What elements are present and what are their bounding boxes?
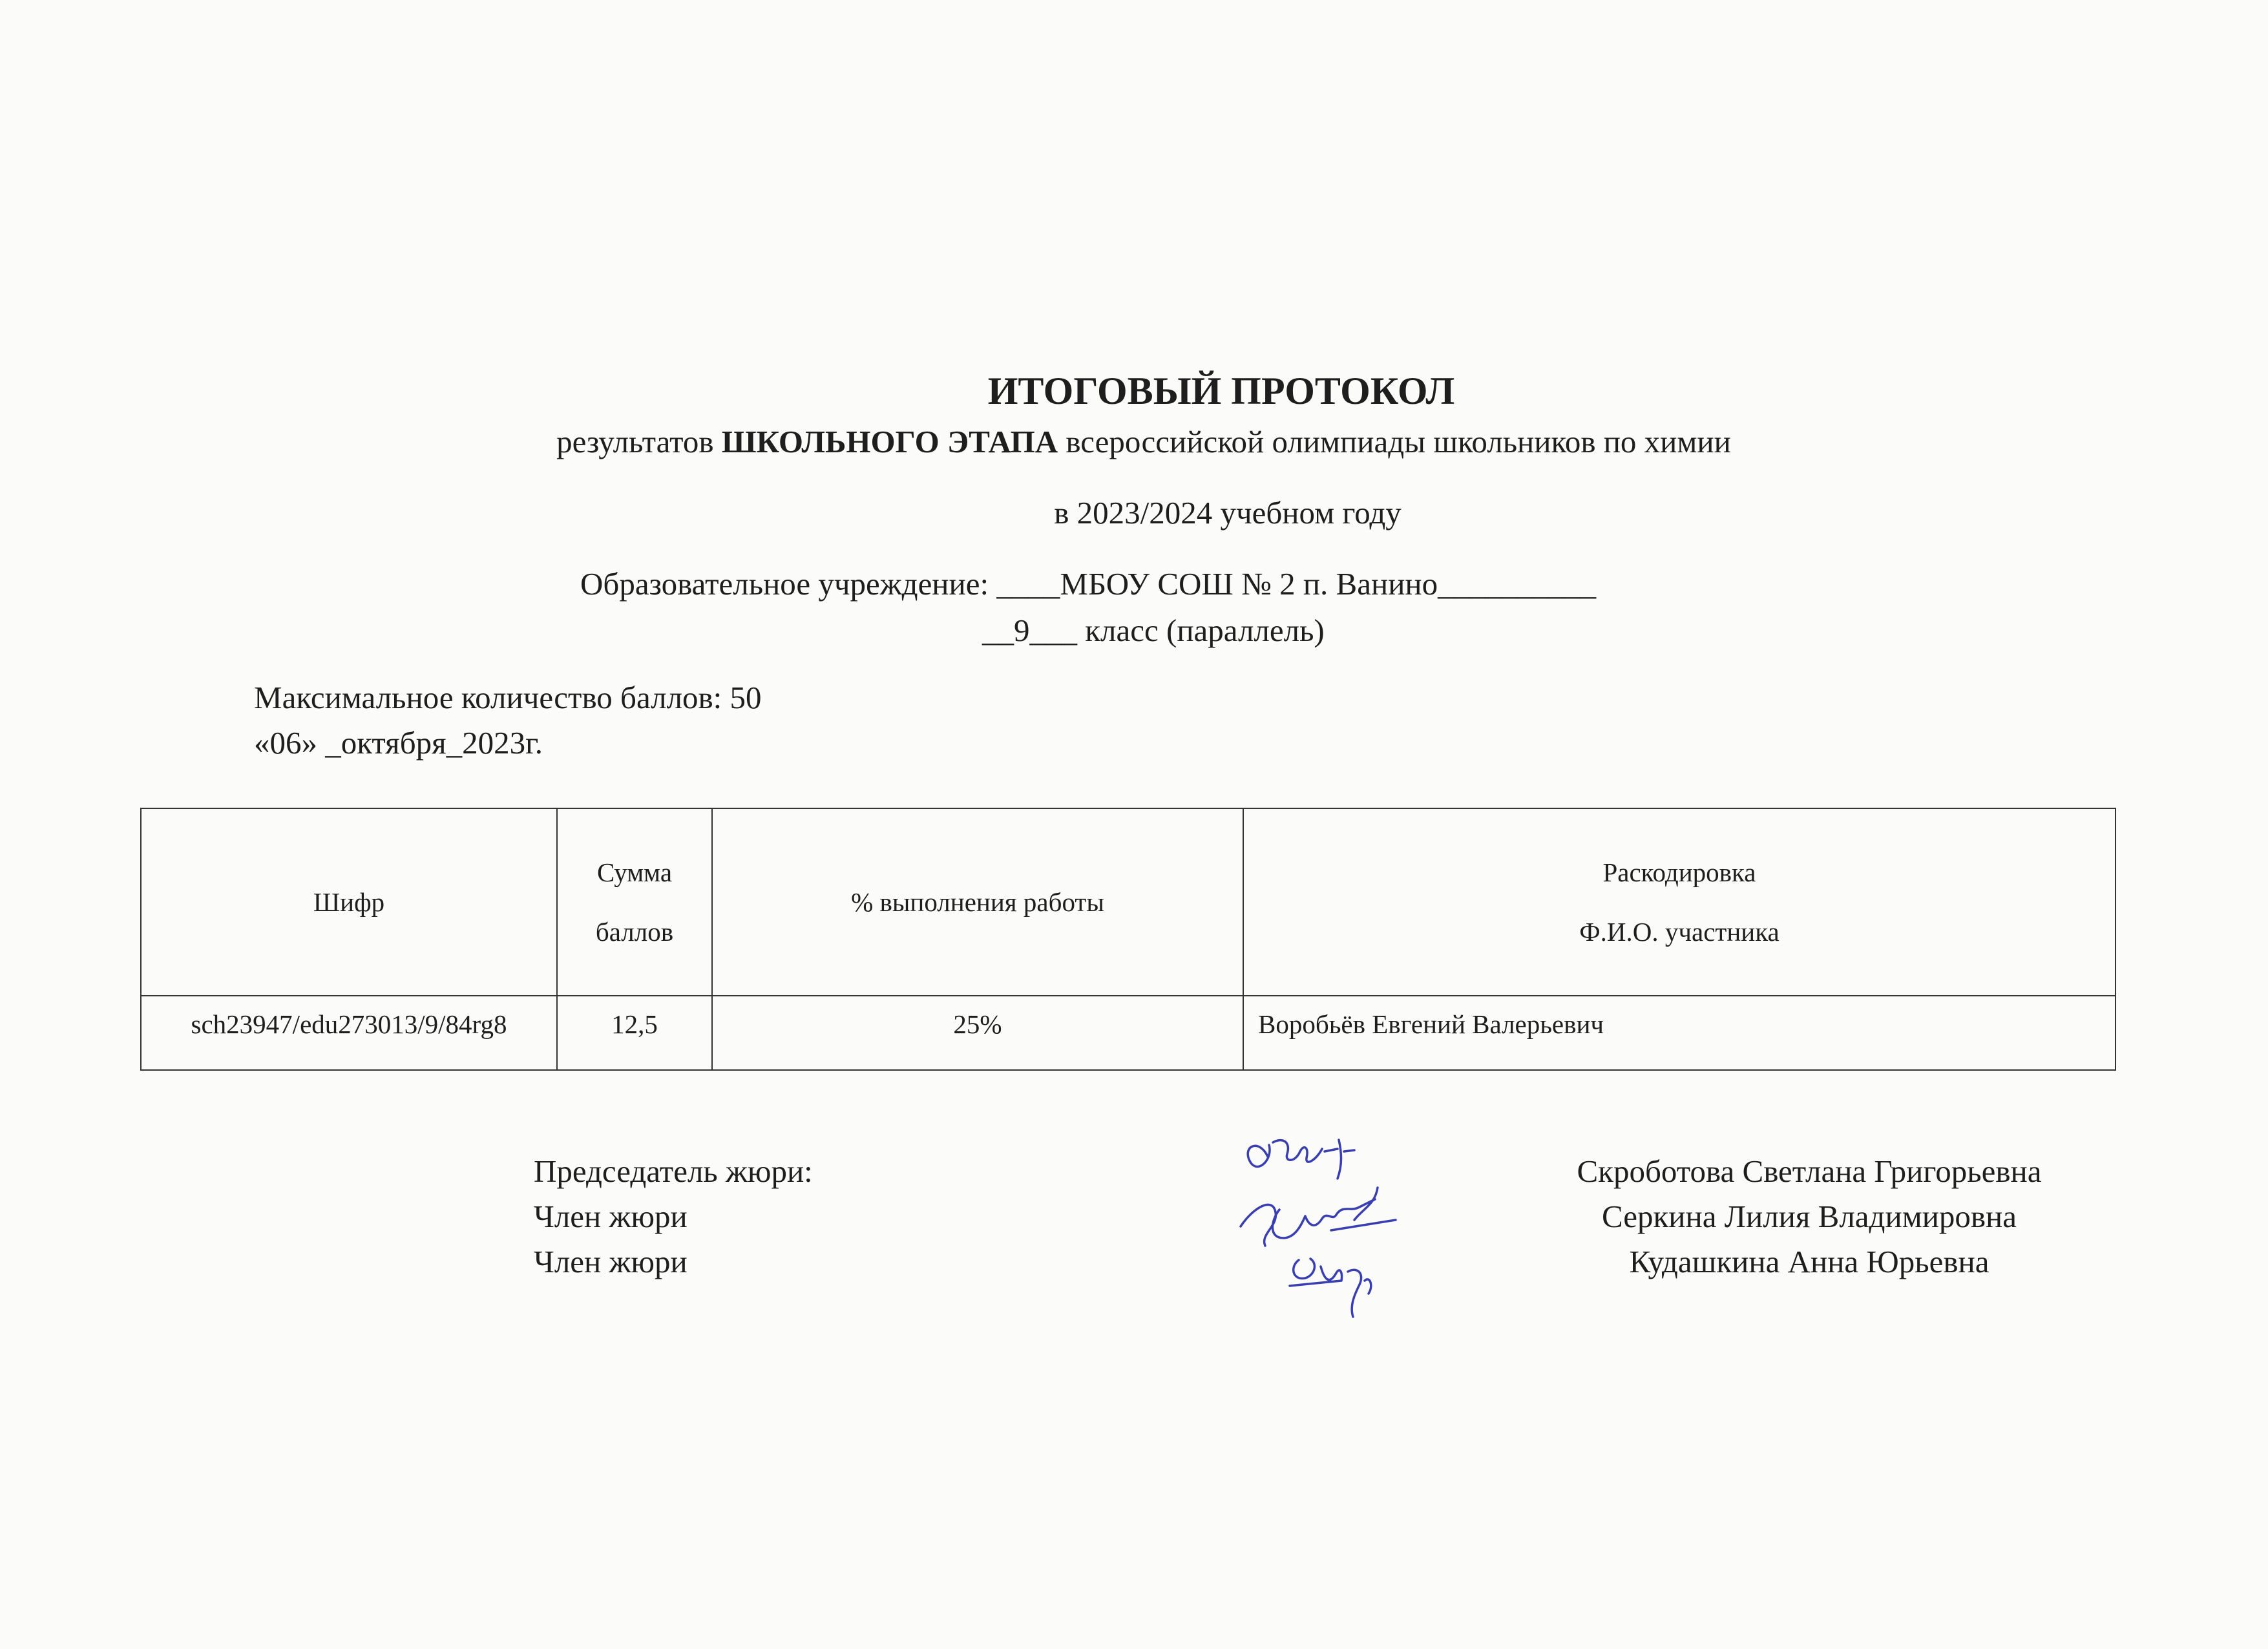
cell-code: sch23947/edu273013/9/84rg8 bbox=[141, 996, 557, 1070]
jury-role-chair: Председатель жюри: bbox=[534, 1153, 813, 1189]
protocol-date: «06» _октября_2023г. bbox=[254, 725, 543, 761]
header-sum bbox=[557, 808, 712, 996]
header-decode-line1: Раскодировка bbox=[1602, 857, 1756, 887]
jury-names bbox=[1531, 1149, 2087, 1285]
header-sum-line2: баллов bbox=[595, 917, 674, 947]
jury-role-member: Член жюри bbox=[534, 1199, 688, 1234]
results-table bbox=[140, 808, 2116, 1071]
subtitle-prefix: результатов bbox=[556, 424, 722, 459]
table-header-row bbox=[141, 808, 2116, 996]
jury-name-chair: Скроботова Светлана Григорьевна bbox=[1577, 1153, 2042, 1189]
max-points: Максимальное количество баллов: 50 bbox=[254, 680, 762, 715]
jury-roles bbox=[534, 1149, 813, 1285]
cell-percent: 25% bbox=[712, 996, 1243, 1070]
handwritten-signatures bbox=[1228, 1111, 1447, 1325]
cell-sum: 12,5 bbox=[557, 996, 712, 1070]
table-row bbox=[141, 996, 2116, 1070]
subtitle-suffix: всероссийской олимпиады школьников по химии bbox=[1058, 424, 1731, 459]
jury-name-member: Кудашкина Анна Юрьевна bbox=[1629, 1244, 1990, 1279]
grade-line: __9___ класс (параллель) bbox=[982, 613, 1325, 648]
cell-name: Воробьёв Евгений Валерьевич bbox=[1243, 996, 2116, 1070]
document-subtitle bbox=[362, 423, 1926, 461]
header-decode bbox=[1243, 808, 2116, 996]
header-percent: % выполнения работы bbox=[712, 808, 1243, 996]
header-decode-line2: Ф.И.О. участника bbox=[1579, 917, 1780, 947]
jury-role-member: Член жюри bbox=[534, 1244, 688, 1279]
document-title: ИТОГОВЫЙ ПРОТОКОЛ bbox=[987, 370, 1455, 412]
header-code: Шифр bbox=[141, 808, 557, 996]
academic-year: в 2023/2024 учебном году bbox=[1054, 495, 1402, 530]
jury-name-member: Серкина Лилия Владимировна bbox=[1601, 1199, 2017, 1234]
header-sum-line1: Сумма bbox=[596, 857, 673, 887]
subtitle-bold: ШКОЛЬНОГО ЭТАПА bbox=[721, 424, 1058, 459]
school-line: Образовательное учреждение: ____МБОУ СОШ № 2 п. Ванино__________ bbox=[580, 566, 1597, 602]
